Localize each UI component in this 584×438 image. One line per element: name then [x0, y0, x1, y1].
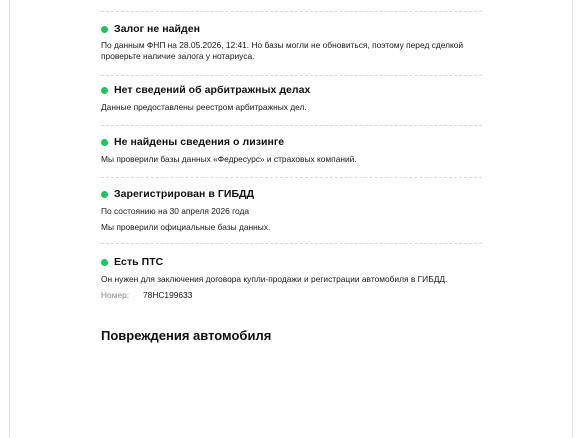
check-header: [101, 21, 482, 37]
status-ok-dot-icon: [101, 259, 108, 266]
check-description: Данные предоставлены реестром арбитражных дел.: [101, 102, 307, 112]
check-description: Мы проверили официальные базы данных.: [101, 222, 271, 232]
check-pts: [101, 254, 482, 301]
divider: [101, 11, 482, 12]
check-title: Есть ПТС: [114, 256, 164, 268]
check-description: проверьте наличие залога у нотариуса.: [101, 51, 255, 61]
pts-number-value: 78НС199633: [143, 290, 193, 300]
divider: [101, 75, 482, 76]
status-ok-dot-icon: [101, 191, 108, 198]
check-leasing: [101, 134, 482, 165]
damage-section-heading: Повреждения автомобиля: [101, 328, 272, 343]
check-title: Нет сведений об арбитражных делах: [114, 84, 311, 96]
check-description: Мы проверили базы данных «Федресурс» и страховых компаний.: [101, 154, 357, 164]
check-header: [101, 254, 482, 270]
divider: [101, 177, 482, 178]
check-description: Он нужен для заключения договора купли-продажи и регистрации автомобиля в ГИБДД.: [101, 274, 448, 284]
check-header: [101, 82, 482, 98]
check-title: Зарегистрирован в ГИБДД: [114, 188, 255, 200]
check-pledge: [101, 21, 482, 62]
check-registration: [101, 186, 482, 233]
check-header: [101, 186, 482, 202]
pts-number-label: Номер:: [101, 290, 130, 300]
divider: [101, 125, 482, 126]
status-ok-dot-icon: [101, 139, 108, 146]
pts-number-row: [101, 290, 482, 301]
check-description: По данным ФНП на 28.05.2026, 12:41. Но базы могли не обновиться, поэтому перед сделкой: [101, 40, 464, 50]
check-title: Залог не найден: [114, 23, 200, 35]
status-ok-dot-icon: [101, 26, 108, 33]
frame-left-border: [9, 0, 10, 438]
status-ok-dot-icon: [101, 87, 108, 94]
divider: [101, 243, 482, 244]
check-arbitration: [101, 82, 482, 113]
check-description: По состоянию на 30 апреля 2026 года: [101, 206, 250, 216]
check-title: Не найдены сведения о лизинге: [114, 136, 285, 148]
frame-right-border: [572, 0, 573, 438]
check-header: [101, 134, 482, 150]
